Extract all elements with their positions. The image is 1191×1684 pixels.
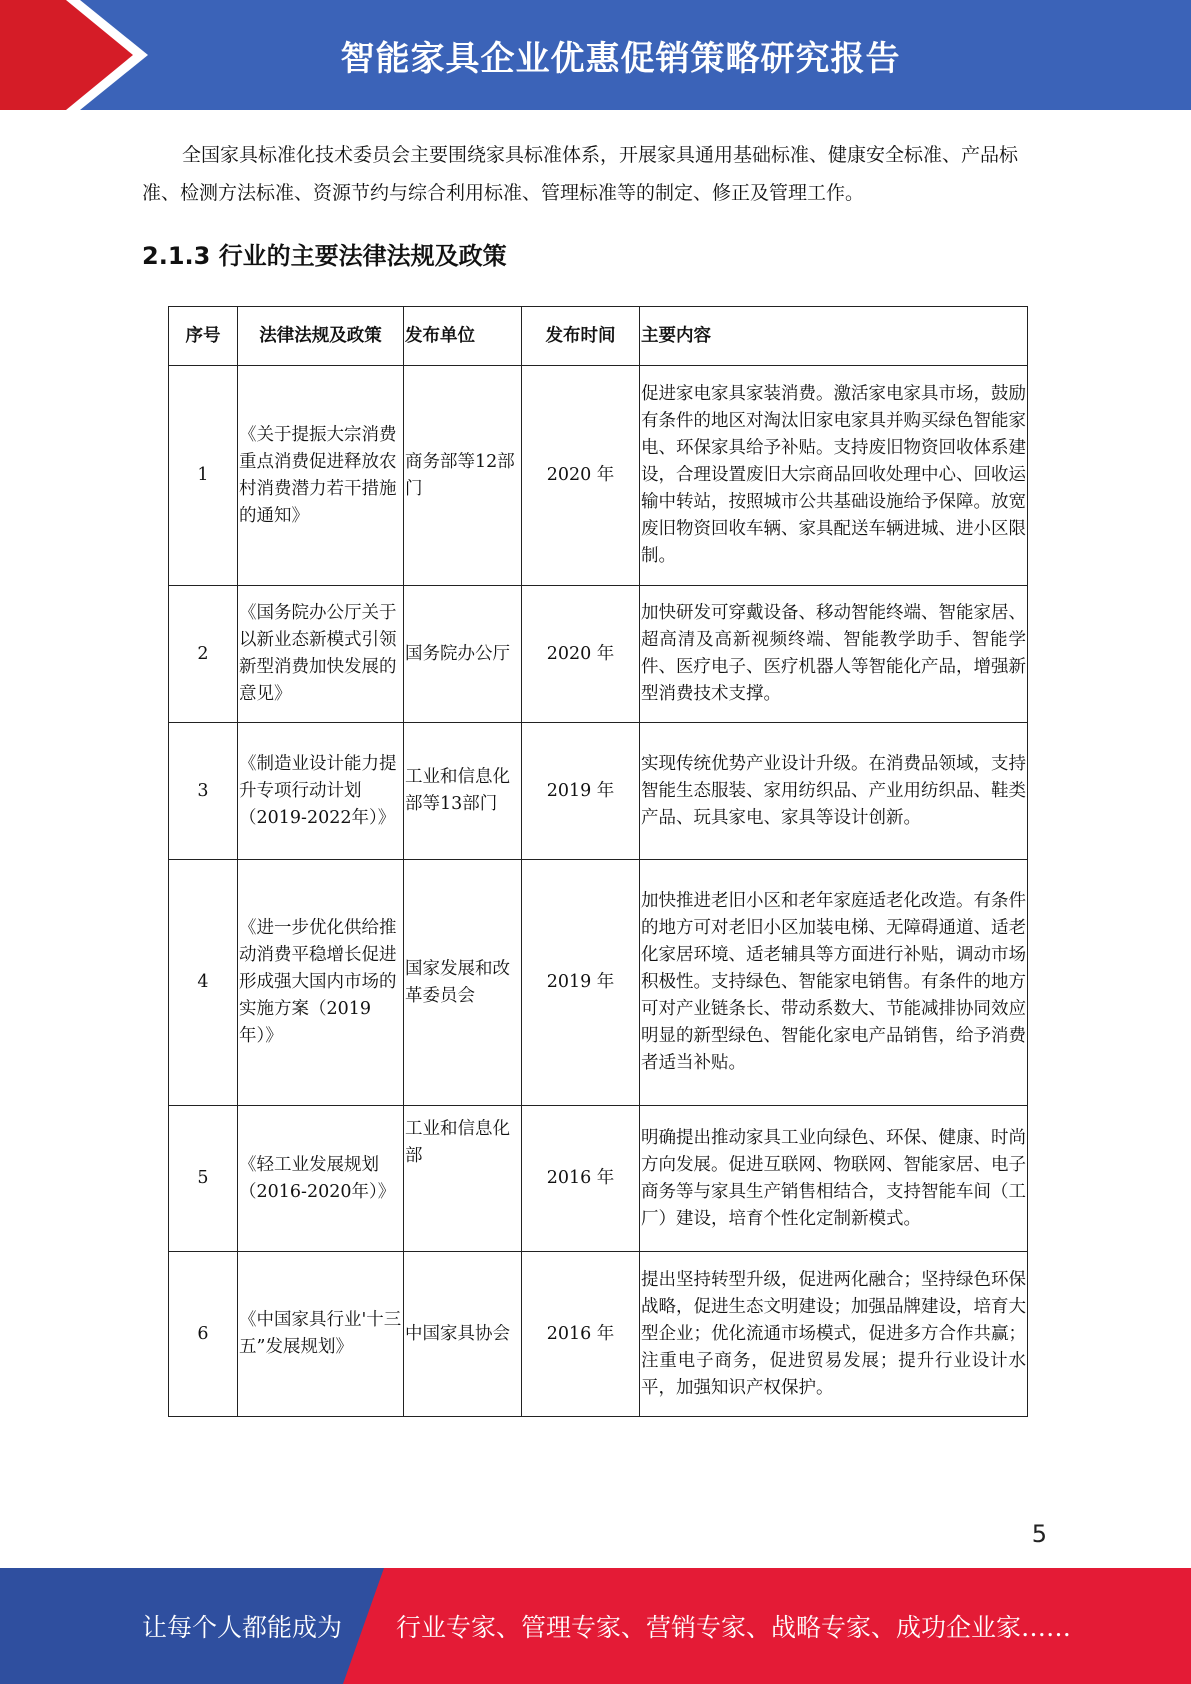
row-issuer: 国家发展和改革委员会 — [404, 860, 522, 1106]
table-row — [169, 860, 1028, 1106]
footer-slogan-left: 让每个人都能成为 — [142, 1613, 343, 1642]
header-red-chevron — [0, 0, 150, 110]
row-date: 2020 年 — [522, 586, 640, 723]
header-policy-name: 法律法规及政策 — [238, 307, 404, 366]
footer-band — [0, 1568, 1191, 1684]
table-row — [169, 586, 1028, 723]
row-policy-name: 《制造业设计能力提升专项行动计划（2019-2022年）》 — [238, 723, 404, 860]
header-issuer: 发布单位 — [404, 307, 522, 366]
row-policy-name: 《关于提振大宗消费重点消费促进释放农村消费潜力若干措施的通知》 — [238, 366, 404, 586]
row-content: 实现传统优势产业设计升级。在消费品领域，支持智能生态服装、家用纺织品、产业用纺织品、鞋类产品、玩具家电、家具等设计创新。 — [640, 723, 1028, 860]
header-content: 主要内容 — [640, 307, 1028, 366]
row-policy-name: 《进一步优化供给推动消费平稳增长促进形成强大国内市场的实施方案（2019年）》 — [238, 860, 404, 1106]
row-content: 明确提出推动家具工业向绿色、环保、健康、时尚方向发展。促进互联网、物联网、智能家居、电子商务等与家具生产销售相结合，支持智能车间（工厂）建设，培育个性化定制新模式。 — [640, 1106, 1028, 1252]
footer-slogan-right: 行业专家、管理专家、营销专家、战略专家、成功企业家…… — [396, 1613, 1072, 1642]
row-issuer: 工业和信息化部等13部门 — [404, 723, 522, 860]
section-heading: 2.1.3 行业的主要法律法规及政策 — [142, 242, 507, 270]
row-index: 1 — [169, 366, 238, 586]
row-issuer: 中国家具协会 — [404, 1252, 522, 1417]
row-index: 4 — [169, 860, 238, 1106]
table-row — [169, 366, 1028, 586]
row-date: 2020 年 — [522, 366, 640, 586]
row-issuer: 商务部等12部门 — [404, 366, 522, 586]
header-date: 发布时间 — [522, 307, 640, 366]
row-index: 3 — [169, 723, 238, 860]
table-header-row — [169, 307, 1028, 366]
table-row — [169, 1106, 1028, 1252]
row-content: 加快研发可穿戴设备、移动智能终端、智能家居、超高清及高新视频终端、智能教学助手、智能学件、医疗电子、医疗机器人等智能化产品，增强新型消费技术支撑。 — [640, 586, 1028, 723]
row-policy-name: 《中国家具行业'十三五”发展规划》 — [238, 1252, 404, 1417]
row-date: 2016 年 — [522, 1106, 640, 1252]
row-index: 2 — [169, 586, 238, 723]
table-row — [169, 1252, 1028, 1417]
header-index: 序号 — [169, 307, 238, 366]
header-band — [0, 0, 1191, 110]
policy-table — [168, 306, 1028, 1417]
row-issuer: 工业和信息化部 — [404, 1106, 522, 1252]
row-policy-name: 《国务院办公厅关于以新业态新模式引领新型消费加快发展的意见》 — [238, 586, 404, 723]
row-date: 2019 年 — [522, 723, 640, 860]
table-row — [169, 723, 1028, 860]
row-content: 促进家电家具家装消费。激活家电家具市场，鼓励有条件的地区对淘汰旧家电家具并购买绿色智能家电、环保家具给予补贴。支持废旧物资回收体系建设，合理设置废旧大宗商品回收处理中心、回收运输中转站，按照城市公共基础设施给予保障。放宽废旧物资回收车辆、家具配送车辆进城、进小区限制。 — [640, 366, 1028, 586]
row-index: 6 — [169, 1252, 238, 1417]
row-issuer: 国务院办公厅 — [404, 586, 522, 723]
page-number: 5 — [1031, 1520, 1047, 1548]
row-content: 提出坚持转型升级，促进两化融合；坚持绿色环保战略，促进生态文明建设；加强品牌建设，培育大型企业；优化流通市场模式，促进多方合作共赢；注重电子商务，促进贸易发展；提升行业设计水平，加强知识产权保护。 — [640, 1252, 1028, 1417]
row-index: 5 — [169, 1106, 238, 1252]
row-date: 2019 年 — [522, 860, 640, 1106]
intro-paragraph: 全国家具标准化技术委员会主要围绕家具标准体系，开展家具通用基础标准、健康安全标准、产品标准、检测方法标准、资源节约与综合利用标准、管理标准等的制定、修正及管理工作。 — [142, 144, 1019, 204]
row-policy-name: 《轻工业发展规划（2016-2020年）》 — [238, 1106, 404, 1252]
report-title: 智能家具企业优惠促销策略研究报告 — [340, 38, 901, 79]
row-date: 2016 年 — [522, 1252, 640, 1417]
row-content: 加快推进老旧小区和老年家庭适老化改造。有条件的地方可对老旧小区加装电梯、无障碍通道、适老化家居环境、适老辅具等方面进行补贴，调动市场积极性。支持绿色、智能家电销售。有条件的地方可对产业链条长、带动系数大、节能减排协同效应明显的新型绿色、智能化家电产品销售，给予消费者适当补贴。 — [640, 860, 1028, 1106]
